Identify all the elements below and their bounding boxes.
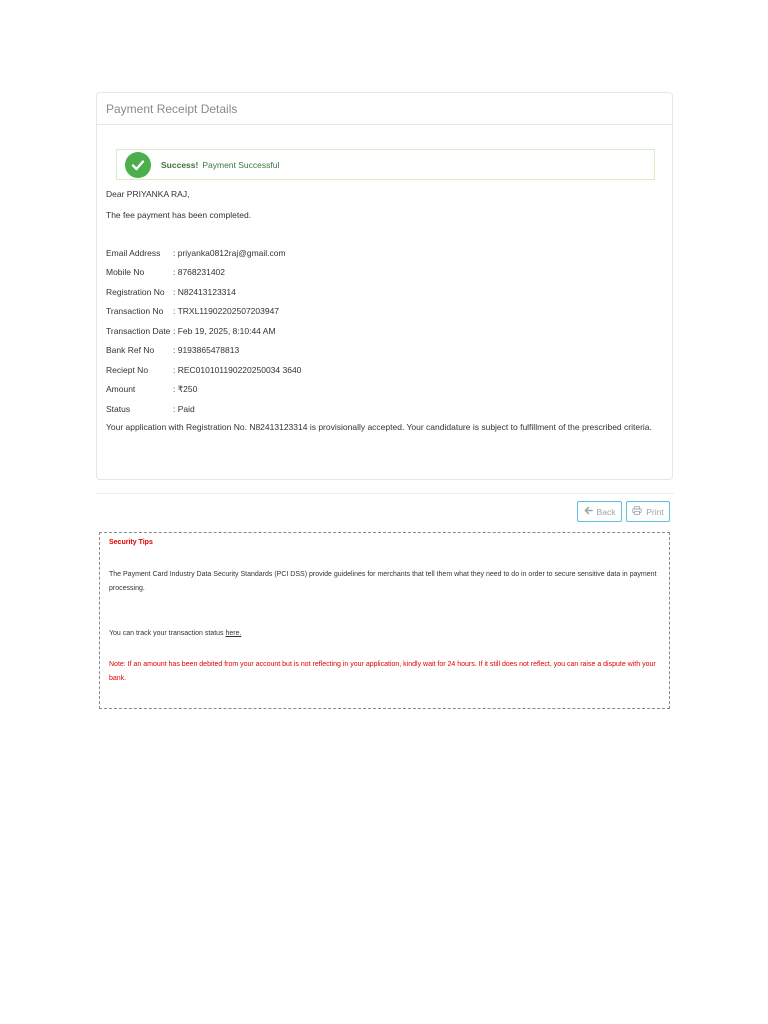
alert-success-label: Success! [161,159,199,170]
detail-label: Bank Ref No [106,345,155,356]
pci-dss-text: The Payment Card Industry Data Security Standards (PCI DSS) provide guidelines for merchants that tell them what they need to do in order to secure sensitive data in payment processing. [109,571,657,592]
detail-value: : Paid [173,403,195,414]
detail-label: Registration No [106,286,165,297]
detail-row-bank-ref [106,341,666,361]
detail-row-amount [106,380,666,400]
success-alert [116,149,655,180]
debit-note: Note: If an amount has been debited from your account but is not reflecting in your application, kindly wait for 24 hours. If it still does not reflect, you can raise a dispute with your bank. [109,661,656,682]
detail-label: Email Address [106,247,161,258]
detail-value: : ₹250 [173,383,198,394]
security-tips-title: Security Tips [109,539,153,546]
printer-icon [632,506,642,517]
panel-title: Payment Receipt Details [106,101,238,116]
detail-row-transaction-date [106,321,666,341]
detail-value: : 9193865478813 [173,345,240,356]
detail-row-status [106,399,666,419]
detail-row-email [106,243,666,263]
detail-value: : REC010101190220250034 3640 [173,364,302,375]
detail-value: : N82413123314 [173,286,236,297]
detail-label: Amount [106,384,136,395]
detail-row-registration [106,282,666,302]
detail-value: : priyanka0812raj@gmail.com [173,247,286,258]
divider [96,493,674,494]
track-status-text [109,627,661,641]
check-circle-icon [125,152,151,178]
print-button[interactable] [626,501,670,522]
alert-message: Payment Successful [202,159,280,170]
detail-label: Transaction Date [106,325,171,336]
panel-heading [97,93,672,125]
greeting: Dear PRIYANKA RAJ, [106,189,190,199]
track-status-link[interactable]: here. [225,630,242,637]
detail-label: Status [106,403,131,414]
detail-label: Mobile No [106,267,145,278]
back-button[interactable] [577,501,622,522]
back-button-label: Back [596,506,616,517]
detail-value: : 8768231402 [173,267,225,278]
detail-label: Transaction No [106,306,164,317]
application-note: Your application with Registration No. N82413123314 is provisionally accepted. Your candidature is subject to fulfillment of the prescribed criteria. [106,422,652,432]
intro-text: The fee payment has been completed. [106,210,252,220]
receipt-details [106,243,666,419]
detail-row-receipt-no [106,360,666,380]
print-button-label: Print [646,506,664,517]
detail-value: : TRXL11902202507203947 [173,306,280,317]
security-tips-box [99,532,670,709]
detail-row-transaction-no [106,302,666,322]
detail-row-mobile [106,263,666,283]
payment-receipt-panel [96,92,673,480]
arrow-left-icon [584,506,593,517]
track-status-prefix: You can track your transaction status [109,630,226,637]
detail-label: Reciept No [106,364,149,375]
detail-value: : Feb 19, 2025, 8:10:44 AM [173,325,276,336]
